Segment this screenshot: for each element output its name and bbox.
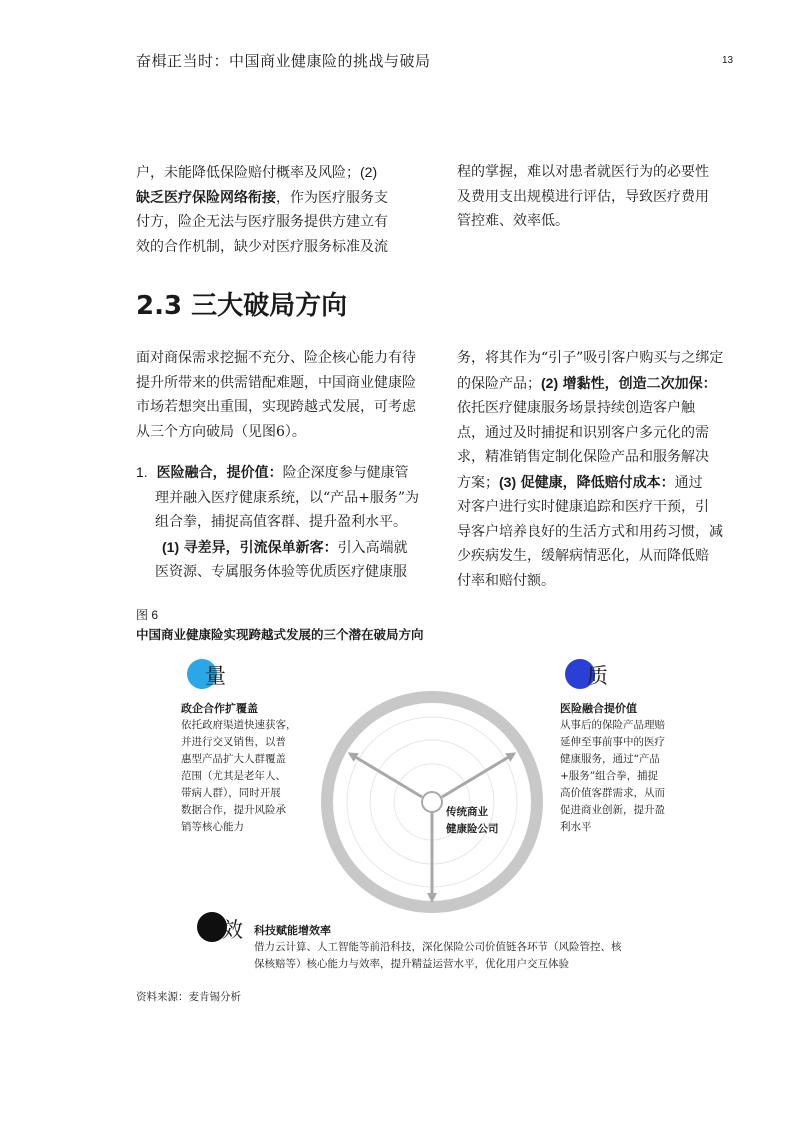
bold-phrase: 缺乏医疗保险网络衔接 [136, 189, 276, 206]
text-line: 依托医疗健康服务场景持续创造客户触 [457, 400, 695, 416]
text-line: 程的掌握，难以对患者就医行为的必要性 [457, 164, 709, 180]
desc-line: 高价值客群需求，从而 [560, 787, 665, 799]
desc-line: 惠型产品扩大人群覆盖 [181, 753, 286, 765]
desc-line: 并进行交叉销售，以普 [181, 736, 286, 748]
text-line: 从三个方向破局（见图6）。 [136, 423, 306, 440]
text-line: 医资源、专属服务体验等优质医疗健康服 [155, 564, 407, 580]
efficiency-badge-label: 效 [222, 918, 243, 942]
item-number: (3) [499, 473, 517, 490]
list-number: 1. [136, 464, 148, 480]
page-number: 13 [722, 55, 734, 66]
right-direction-title: 医险融合提价值 [560, 702, 637, 715]
center-label [446, 804, 499, 838]
text-line: 户，未能降低保险赔付概率及风险； [136, 165, 360, 181]
center-node [422, 792, 442, 812]
left-direction-description [181, 717, 341, 836]
text-line: 面对商保需求挖掘不充分、险企核心能力有待 [136, 350, 416, 366]
running-header: 奋楫正当时：中国商业健康险的挑战与破局 [136, 52, 431, 70]
text-line: 理并融入医疗健康系统，以“产品+服务”为 [155, 489, 420, 506]
arrow-left [352, 755, 422, 797]
text-line: 少疾病发生，缓解病情恶化，从而降低赔 [457, 548, 709, 564]
quantity-badge-label: 量 [205, 664, 226, 688]
desc-line: 促进商业创新，提升盈 [560, 804, 665, 816]
bold-phrase: 增黏性，创造二次加保： [562, 375, 717, 392]
desc-line: 保核赔等）核心能力与效率，提升精益运营水平，优化用户交互体验 [254, 958, 569, 970]
arrow-right [442, 755, 512, 797]
item-number: (2) [360, 164, 378, 180]
desc-line: 延伸至事前事中的医疗 [560, 736, 665, 748]
desc-line: 从事后的保险产品理赔 [560, 719, 665, 731]
text-line: 引入高端就 [337, 539, 408, 556]
item-number: (2) [541, 374, 559, 391]
bold-phrase: 寻差异，引流保单新客： [183, 539, 338, 556]
desc-line: 依托政府渠道快速获客， [181, 719, 297, 731]
desc-line: 数据合作，提升风险承 [181, 804, 286, 816]
text-line: 的保险产品； [457, 375, 541, 392]
text-line: 市场若想突出重围，实现跨越式发展，可考虑 [136, 399, 416, 415]
text-line: 险企深度参与健康管 [282, 465, 409, 481]
text-line: 付方，险企无法与医疗服务提供方建立有 [136, 214, 388, 230]
section-heading: 2.3 三大破局方向 [136, 291, 348, 321]
source-note: 资料来源：麦肯锡分析 [136, 991, 241, 1003]
center-label-line: 传统商业 [446, 806, 488, 818]
item-number: (1) [162, 538, 180, 555]
text-line: 管控难、效率低。 [457, 213, 569, 229]
figure-label: 图 6 [136, 608, 159, 622]
bold-phrase: 医险融合，提价值： [156, 465, 283, 481]
quality-badge-label: 质 [587, 664, 608, 688]
text-line: 求，精准销售定制化保险产品和服务解决 [457, 449, 709, 465]
right-direction-description [560, 717, 720, 836]
desc-line: 范围（尤其是老年人、 [181, 770, 286, 782]
desc-line: 利水平 [560, 821, 592, 833]
desc-line: 借力云计算、人工智能等前沿科技，深化保险公司价值链各环节（风险管控、核 [254, 941, 622, 953]
left-direction-title: 政企合作扩覆盖 [181, 702, 258, 715]
text-line: 组合拳，捕捉高值客群、提升盈利水平。 [155, 514, 407, 530]
text-line: 对客户进行实时健康追踪和医疗干预，引 [457, 499, 709, 515]
bold-phrase: 促健康，降低赔付成本： [520, 474, 675, 491]
text-line: 导客户培养良好的生活方式和用药习惯，减 [457, 523, 723, 540]
center-label-line: 健康险公司 [446, 823, 499, 835]
text-line: 及费用支出规模进行评估，导致医疗费用 [457, 188, 709, 205]
text-line: 通过 [674, 474, 703, 491]
desc-line: 销等核心能力 [181, 821, 244, 833]
text-line: ，作为医疗服务支 [276, 189, 388, 206]
text-line: 点，通过及时捕捉和识别客户多元化的需 [457, 424, 709, 441]
text-line: 效的合作机制，缺少对医疗服务标准及流 [136, 238, 388, 255]
text-line: 付率和赔付额。 [457, 572, 555, 589]
desc-line: +服务”组合拳，捕捉 [560, 770, 659, 782]
text-line: 方案； [457, 474, 499, 491]
bottom-direction-description [254, 939, 694, 973]
bottom-direction-title: 科技赋能增效率 [254, 924, 331, 937]
desc-line: 带病人群），同时开展 [181, 787, 281, 799]
desc-line: 健康服务，通过“产品 [560, 753, 660, 765]
figure-title: 中国商业健康险实现跨越式发展的三个潜在破局方向 [136, 627, 424, 642]
text-line: 务，将其作为“引子”吸引客户购买与之绑定 [457, 350, 724, 366]
text-line: 提升所带来的供需错配难题，中国商业健康险 [136, 374, 416, 391]
